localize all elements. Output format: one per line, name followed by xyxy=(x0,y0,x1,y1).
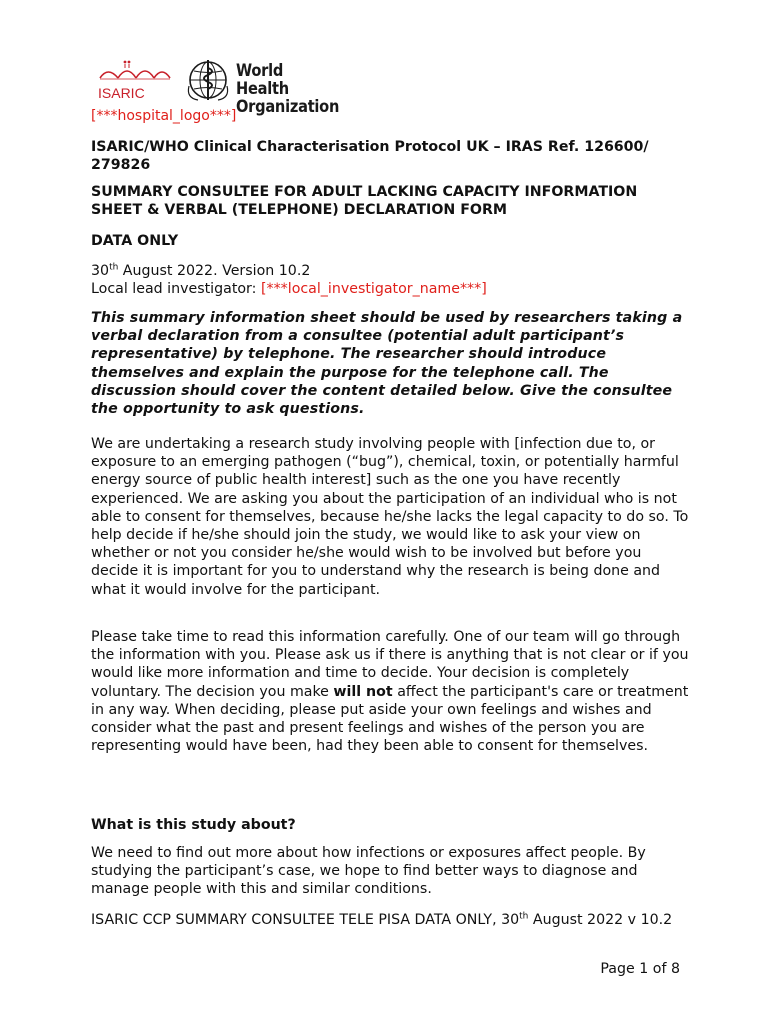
paragraph-read-carefully xyxy=(91,628,691,755)
footer-sup: th xyxy=(519,911,529,922)
who-wordmark-line1: World Health xyxy=(236,61,289,99)
paragraph2-emphasis: will not xyxy=(333,683,393,700)
document-footer xyxy=(91,911,691,929)
section-heading-what-is-study: What is this study about? xyxy=(91,817,296,833)
investigator-placeholder: [***local_investigator_name***] xyxy=(260,281,487,298)
investigator-line xyxy=(91,280,691,298)
who-wordmark-line2: Organization xyxy=(236,97,340,117)
protocol-title: ISARIC/WHO Clinical Characterisation Protocol UK – IRAS Ref. 126600/ 279826 xyxy=(91,139,649,174)
date-suffix: th xyxy=(109,262,119,273)
paragraph-study-purpose: We are undertaking a research study involving people with [infection due to, or exposure to an emerging pathogen (“bug”), chemical, toxin, or potentially harmful energy source of public health interest] such as the one you have recently experienced. We are asking you about the participation of an individual who is not able to consent for themselves, because he/she lacks the legal capacity to do so. To help decide if he/she should join the study, we would like to ask your view on whether or not you consider he/she would wish to be involved but before you decide it is important for you to understand why the research is being done and what it would involve for the participant. xyxy=(91,436,689,598)
date-day: 30 xyxy=(91,263,110,279)
investigator-label: Local lead investigator: xyxy=(91,281,261,298)
isaric-logo xyxy=(96,56,178,102)
who-wordmark xyxy=(236,62,339,116)
version-info xyxy=(91,262,691,298)
paragraph-study-about: We need to find out more about how infections or exposures affect people. By studying the participant’s case, we hope to find better ways to diagnose and manage people with this and similar conditions. xyxy=(91,845,646,898)
data-only-heading: DATA ONLY xyxy=(91,233,179,249)
paragraph2-end: affect the participant's care or treatment in any way. When deciding, please put aside your own feelings and wishes and consider what the past and present feelings and wishes of the person you are representing would have been, had they been able to consent for themselves. xyxy=(91,683,689,755)
page-number: Page 1 of 8 xyxy=(600,961,680,977)
form-title: SUMMARY CONSULTEE FOR ADULT LACKING CAPACITY INFORMATION SHEET & VERBAL (TELEPHONE) DECLARATION FORM xyxy=(91,184,638,219)
paragraph2-start: Please take time to read this information carefully. One of our team will go through the information with you. Please ask us if there is anything that is not clear or if you would like more information and time to decide. Your decision is completely voluntary. The decision you make xyxy=(91,629,689,700)
version-date xyxy=(91,262,691,280)
footer-text-start: ISARIC CCP SUMMARY CONSULTEE TELE PISA DATA ONLY, 30 xyxy=(91,912,520,928)
footer-text-end: August 2022 v 10.2 xyxy=(528,912,673,928)
intro-instructions: This summary information sheet should be used by researchers taking a verbal declaration from a consultee (potential adult participant’s representative) by telephone. The researcher should introduce themselves and explain the purpose for the telephone call. The discussion should cover the content detailed below. Give the consultee the opportunity to ask questions. xyxy=(91,310,683,418)
hospital-logo-placeholder: [***hospital_logo***] xyxy=(91,108,237,124)
isaric-logo-text: ISARIC xyxy=(98,85,145,101)
date-rest: August 2022. Version 10.2 xyxy=(118,263,311,279)
